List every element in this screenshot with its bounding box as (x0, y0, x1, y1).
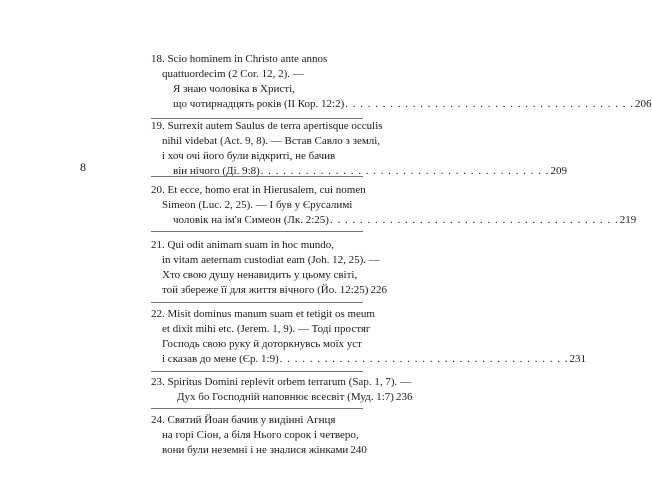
entry-reference: Дух бо Господній наповнює всесвіт (Муд. 1:7) (177, 391, 394, 403)
entry-line: Господь свою руку й доторкнувсь моїх уст (162, 338, 362, 350)
divider (151, 371, 363, 372)
entry-page: 231 (569, 353, 587, 365)
dot-leader: . . . . . . . . . . . . . . . . . . . . . . . . . . . . . . . . . . . . . . . (329, 214, 619, 226)
entry-page: 219 (619, 214, 637, 226)
toc-entry-19 (151, 119, 568, 179)
entry-reference: вони були неземні і не зналися жінками (162, 444, 349, 456)
dot-leader: . . . . . . . . . . . . . . . . . . . . . . . . . . . . . . . . . . . . . . . (279, 353, 569, 365)
entry-line: 24. Святий Йоан бачив у видінні Агнця (151, 414, 336, 426)
entry-line: quattuordecim (2 Cor. 12, 2). — (162, 68, 304, 80)
toc-entry-22 (151, 307, 587, 367)
entry-reference-line (151, 443, 367, 458)
divider (151, 231, 363, 232)
entry-line: і хоч очі його були відкриті, не бачив (162, 150, 336, 162)
toc-entry-18 (151, 52, 652, 112)
page-number: 8 (80, 160, 86, 174)
divider (151, 176, 363, 177)
entry-line: 18. Scio hominem in Christo ante annos (151, 53, 328, 65)
toc-entry-21 (151, 238, 387, 298)
entry-line: nihil videbat (Act. 9, 8). — Встав Савло з землі, (162, 135, 381, 147)
divider (151, 408, 363, 409)
toc-entry-20 (151, 183, 637, 228)
entry-line: Simeon (Luc. 2, 25). — І був у Єрусалимі (162, 199, 353, 211)
entry-reference: чоловік на ім'я Симеон (Лк. 2:25) (173, 214, 329, 226)
entry-line: Я знаю чоловіка в Христі, (173, 83, 295, 95)
dot-leader: . . . . . . . . . . . . . . . . . . . . . . . . . . . . . . . . . . . . . . . (345, 98, 635, 110)
entry-line: 21. Qui odit animam suam in hoc mundo, (151, 239, 335, 251)
entry-page: 206 (635, 98, 652, 110)
entry-page: 236 (395, 391, 413, 403)
divider (151, 302, 363, 303)
toc-entry-23 (151, 375, 413, 405)
entry-reference-line (151, 390, 413, 405)
entry-page: 240 (350, 444, 367, 456)
entry-page: 226 (370, 284, 387, 296)
dot-leader: . . . . . . . . . . . . . . . . . . . . . . . . . . . . . . . . . . . . . . . (260, 165, 550, 177)
entry-line: 23. Spiritus Domini replevit orbem terrarum (Sap. 1, 7). — (151, 376, 411, 388)
entry-line: in vitam aeternam custodiat eam (Joh. 12, 25). — (162, 254, 380, 266)
entry-reference-line (151, 283, 387, 298)
entry-line: Хто свою душу ненавидить у цьому світі, (162, 269, 358, 281)
entry-reference: що чотирнадцять років (ІІ Кор. 12:2) (173, 98, 345, 110)
entry-page: 209 (550, 165, 568, 177)
entry-reference: він нічого (Ді. 9:8) (173, 165, 260, 177)
entry-reference: той збереже її для життя вічного (Йо. 12:25) (162, 284, 369, 296)
entry-line: 19. Surrexit autem Saulus de terra apertisque occulis (151, 120, 383, 132)
entry-line: 20. Et ecce, homo erat in Hierusalem, cui nomen (151, 184, 366, 196)
entry-reference-line (151, 213, 637, 228)
entry-reference: і сказав до мене (Єр. 1:9) (162, 353, 279, 365)
entry-reference-line (151, 97, 652, 112)
toc-entry-24 (151, 413, 367, 458)
entry-line: 22. Misit dominus manum suam et tetigit os meum (151, 308, 375, 320)
entry-line: et dixit mihi etc. (Jerem. 1, 9). — Тоді простяг (162, 323, 371, 335)
entry-reference-line (151, 352, 587, 367)
entry-line: на горі Сіон, а біля Нього сорок і четверо, (162, 429, 359, 441)
